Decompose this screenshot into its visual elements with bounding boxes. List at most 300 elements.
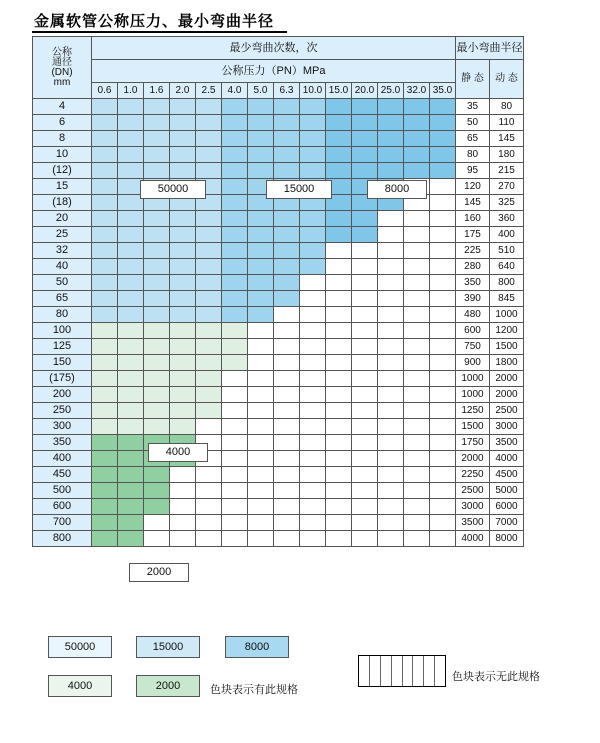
grid-cell <box>300 467 326 483</box>
grid-cell <box>352 323 378 339</box>
grid-cell <box>404 339 430 355</box>
grid-cell <box>326 291 352 307</box>
grid-cell <box>430 163 456 179</box>
grid-cell <box>300 419 326 435</box>
grid-cell <box>326 163 352 179</box>
grid-cell <box>430 195 456 211</box>
grid-cell <box>300 435 326 451</box>
dynamic-radius-value: 4000 <box>490 451 524 467</box>
grid-cell <box>222 435 248 451</box>
grid-cell <box>378 211 404 227</box>
grid-cell <box>144 323 170 339</box>
grid-cell <box>300 291 326 307</box>
pressure-header-13: 35.0 <box>430 83 456 99</box>
grid-cell <box>196 115 222 131</box>
dn-value: 15 <box>33 179 92 195</box>
dn-value: 250 <box>33 403 92 419</box>
grid-cell <box>144 531 170 547</box>
grid-cell <box>300 243 326 259</box>
grid-cell <box>352 339 378 355</box>
grid-cell <box>430 419 456 435</box>
grid-cell <box>248 499 274 515</box>
grid-cell <box>430 403 456 419</box>
table-row <box>33 451 524 467</box>
grid-cell <box>352 275 378 291</box>
grid-cell <box>404 371 430 387</box>
table-row <box>33 227 524 243</box>
grid-cell <box>326 307 352 323</box>
grid-cell <box>274 147 300 163</box>
grid-cell <box>326 419 352 435</box>
grid-cell <box>404 323 430 339</box>
overlay-50000: 50000 <box>140 180 206 199</box>
grid-cell <box>326 131 352 147</box>
grid-cell <box>326 147 352 163</box>
grid-cell <box>378 387 404 403</box>
grid-cell <box>118 435 144 451</box>
grid-cell <box>170 275 196 291</box>
grid-cell <box>248 323 274 339</box>
dynamic-radius-value: 8000 <box>490 531 524 547</box>
spec-table <box>32 36 524 547</box>
grid-cell <box>92 515 118 531</box>
grid-cell <box>300 211 326 227</box>
dynamic-radius-value: 1800 <box>490 355 524 371</box>
grid-cell <box>274 243 300 259</box>
dynamic-radius-value: 1000 <box>490 307 524 323</box>
grid-cell <box>378 275 404 291</box>
grid-cell <box>378 339 404 355</box>
dn-value: 400 <box>33 451 92 467</box>
grid-cell <box>274 419 300 435</box>
grid-cell <box>170 131 196 147</box>
static-radius-value: 160 <box>456 211 490 227</box>
dynamic-radius-value: 4500 <box>490 467 524 483</box>
grid-cell <box>170 499 196 515</box>
grid-cell <box>352 259 378 275</box>
static-radius-value: 1000 <box>456 387 490 403</box>
table-row <box>33 531 524 547</box>
grid-cell <box>326 531 352 547</box>
grid-cell <box>300 531 326 547</box>
table-row <box>33 419 524 435</box>
bend-count-header: 最少弯曲次数，次 <box>92 37 456 60</box>
static-radius-value: 50 <box>456 115 490 131</box>
table-row <box>33 307 524 323</box>
grid-cell <box>326 483 352 499</box>
grid-cell <box>274 467 300 483</box>
dynamic-radius-value: 2500 <box>490 403 524 419</box>
grid-cell <box>170 163 196 179</box>
grid-cell <box>300 451 326 467</box>
grid-cell <box>248 483 274 499</box>
grid-cell <box>274 307 300 323</box>
grid-cell <box>430 147 456 163</box>
grid-cell <box>222 419 248 435</box>
grid-cell <box>222 179 248 195</box>
grid-cell <box>222 499 248 515</box>
grid-cell <box>404 451 430 467</box>
grid-cell <box>170 483 196 499</box>
grid-cell <box>248 355 274 371</box>
grid-cell <box>92 483 118 499</box>
grid-cell <box>352 515 378 531</box>
grid-cell <box>196 275 222 291</box>
dn-header-line-1: 公称 <box>52 46 72 58</box>
dn-header-line-3: (DN) <box>51 66 73 78</box>
grid-cell <box>352 147 378 163</box>
grid-cell <box>404 275 430 291</box>
grid-cell <box>248 467 274 483</box>
grid-cell <box>92 531 118 547</box>
legend-chip-50000: 50000 <box>48 636 112 658</box>
grid-cell <box>274 163 300 179</box>
grid-cell <box>274 531 300 547</box>
grid-cell <box>144 499 170 515</box>
grid-cell <box>404 467 430 483</box>
static-radius-value: 80 <box>456 147 490 163</box>
table-header <box>33 37 524 99</box>
grid-cell <box>92 371 118 387</box>
static-radius-value: 750 <box>456 339 490 355</box>
dn-value: 20 <box>33 211 92 227</box>
grid-cell <box>326 387 352 403</box>
grid-cell <box>196 323 222 339</box>
grid-cell <box>118 467 144 483</box>
grid-cell <box>92 275 118 291</box>
grid-cell <box>92 307 118 323</box>
grid-cell <box>222 259 248 275</box>
grid-cell <box>144 115 170 131</box>
grid-cell <box>144 275 170 291</box>
static-radius-value: 225 <box>456 243 490 259</box>
dn-value: 700 <box>33 515 92 531</box>
grid-cell <box>118 355 144 371</box>
grid-cell <box>248 387 274 403</box>
table-row <box>33 323 524 339</box>
dn-value: 300 <box>33 419 92 435</box>
dynamic-radius-value: 2000 <box>490 387 524 403</box>
grid-cell <box>222 99 248 115</box>
static-radius-value: 900 <box>456 355 490 371</box>
pressure-header-8: 10.0 <box>300 83 326 99</box>
grid-cell <box>170 99 196 115</box>
grid-cell <box>378 355 404 371</box>
grid-cell <box>248 307 274 323</box>
grid-cell <box>92 147 118 163</box>
static-radius-value: 390 <box>456 291 490 307</box>
grid-cell <box>222 371 248 387</box>
grid-cell <box>326 115 352 131</box>
grid-cell <box>144 483 170 499</box>
grid-cell <box>222 211 248 227</box>
grid-cell <box>196 403 222 419</box>
grid-cell <box>170 355 196 371</box>
grid-cell <box>170 147 196 163</box>
grid-cell <box>170 291 196 307</box>
grid-cell <box>92 387 118 403</box>
grid-cell <box>404 131 430 147</box>
grid-cell <box>326 515 352 531</box>
static-radius-value: 175 <box>456 227 490 243</box>
header-row-1 <box>33 37 524 60</box>
table-row <box>33 259 524 275</box>
pressure-header-3: 2.0 <box>170 83 196 99</box>
table-row <box>33 355 524 371</box>
dn-header-line-2: 通径 <box>52 56 72 68</box>
grid-cell <box>404 499 430 515</box>
pressure-header-11: 25.0 <box>378 83 404 99</box>
grid-cell <box>404 227 430 243</box>
grid-cell <box>404 211 430 227</box>
grid-cell <box>92 227 118 243</box>
grid-cell <box>92 419 118 435</box>
bend-radius-header: 最小弯曲半径 <box>456 37 524 60</box>
grid-cell <box>222 131 248 147</box>
grid-cell <box>92 243 118 259</box>
grid-cell <box>404 163 430 179</box>
grid-cell <box>274 515 300 531</box>
grid-cell <box>248 243 274 259</box>
grid-cell <box>300 115 326 131</box>
grid-cell <box>248 259 274 275</box>
grid-cell <box>144 227 170 243</box>
grid-cell <box>274 451 300 467</box>
grid-cell <box>248 515 274 531</box>
grid-cell <box>170 419 196 435</box>
grid-cell <box>222 339 248 355</box>
dynamic-header: 动 态 <box>490 60 524 99</box>
grid-cell <box>248 99 274 115</box>
grid-cell <box>248 147 274 163</box>
grid-cell <box>378 467 404 483</box>
grid-cell <box>222 515 248 531</box>
grid-cell <box>378 323 404 339</box>
grid-cell <box>196 307 222 323</box>
grid-cell <box>378 531 404 547</box>
grid-cell <box>118 531 144 547</box>
grid-cell <box>170 339 196 355</box>
pressure-header: 公称压力（PN）MPa <box>92 60 456 83</box>
grid-cell <box>118 323 144 339</box>
grid-cell <box>404 483 430 499</box>
grid-cell <box>300 515 326 531</box>
static-radius-value: 2000 <box>456 451 490 467</box>
grid-cell <box>248 291 274 307</box>
pressure-header-9: 15.0 <box>326 83 352 99</box>
grid-cell <box>378 499 404 515</box>
table-row <box>33 131 524 147</box>
grid-cell <box>170 371 196 387</box>
grid-cell <box>300 147 326 163</box>
grid-cell <box>404 355 430 371</box>
grid-cell <box>144 419 170 435</box>
grid-cell <box>170 515 196 531</box>
grid-cell <box>248 275 274 291</box>
grid-cell <box>378 419 404 435</box>
static-radius-value: 2500 <box>456 483 490 499</box>
dn-value: (18) <box>33 195 92 211</box>
grid-cell <box>404 403 430 419</box>
grid-cell <box>118 499 144 515</box>
grid-cell <box>92 291 118 307</box>
grid-cell <box>248 371 274 387</box>
grid-cell <box>274 131 300 147</box>
dynamic-radius-value: 800 <box>490 275 524 291</box>
grid-cell <box>352 483 378 499</box>
grid-cell <box>170 403 196 419</box>
grid-cell <box>378 403 404 419</box>
grid-cell <box>430 467 456 483</box>
grid-cell <box>326 355 352 371</box>
grid-cell <box>222 467 248 483</box>
grid-cell <box>196 371 222 387</box>
grid-cell <box>118 211 144 227</box>
grid-cell <box>326 259 352 275</box>
grid-cell <box>378 243 404 259</box>
dn-value: 6 <box>33 115 92 131</box>
grid-cell <box>170 243 196 259</box>
static-radius-value: 350 <box>456 275 490 291</box>
grid-cell <box>430 483 456 499</box>
grid-cell <box>118 307 144 323</box>
grid-cell <box>352 499 378 515</box>
grid-cell <box>274 483 300 499</box>
dynamic-radius-value: 3500 <box>490 435 524 451</box>
grid-cell <box>144 211 170 227</box>
grid-cell <box>378 163 404 179</box>
grid-cell <box>144 291 170 307</box>
grid-cell <box>196 291 222 307</box>
grid-cell <box>118 259 144 275</box>
legend-chip-4000: 4000 <box>48 675 112 697</box>
grid-cell <box>326 499 352 515</box>
grid-cell <box>274 291 300 307</box>
grid-cell <box>144 387 170 403</box>
grid-cell <box>118 483 144 499</box>
grid-cell <box>118 291 144 307</box>
grid-cell <box>430 339 456 355</box>
grid-cell <box>300 483 326 499</box>
page-title: 金属软管公称压力、最小弯曲半径 <box>34 14 275 30</box>
grid-cell <box>352 115 378 131</box>
grid-cell <box>92 403 118 419</box>
grid-cell <box>248 339 274 355</box>
grid-cell <box>378 259 404 275</box>
grid-cell <box>326 323 352 339</box>
grid-cell <box>222 323 248 339</box>
grid-cell <box>326 435 352 451</box>
grid-cell <box>326 99 352 115</box>
pressure-header-12: 32.0 <box>404 83 430 99</box>
dn-value: 100 <box>33 323 92 339</box>
grid-cell <box>352 131 378 147</box>
grid-cell <box>430 291 456 307</box>
grid-cell <box>430 355 456 371</box>
grid-cell <box>430 307 456 323</box>
grid-cell <box>274 115 300 131</box>
legend-chip-15000: 15000 <box>136 636 200 658</box>
grid-cell <box>222 483 248 499</box>
grid-cell <box>248 435 274 451</box>
grid-cell <box>326 339 352 355</box>
dn-value: 150 <box>33 355 92 371</box>
grid-cell <box>300 499 326 515</box>
overlay-15000: 15000 <box>266 180 332 199</box>
grid-cell <box>92 131 118 147</box>
dynamic-radius-value: 360 <box>490 211 524 227</box>
legend-empty-grid <box>358 655 446 687</box>
grid-cell <box>430 323 456 339</box>
table-row <box>33 243 524 259</box>
grid-cell <box>92 355 118 371</box>
grid-cell <box>430 115 456 131</box>
grid-cell <box>196 211 222 227</box>
table-row <box>33 211 524 227</box>
grid-cell <box>222 163 248 179</box>
grid-cell <box>300 163 326 179</box>
grid-cell <box>352 163 378 179</box>
grid-cell <box>144 131 170 147</box>
grid-cell <box>144 243 170 259</box>
grid-cell <box>92 163 118 179</box>
grid-cell <box>144 371 170 387</box>
grid-cell <box>118 115 144 131</box>
dn-header-line-4: mm <box>53 76 71 88</box>
table-row <box>33 435 524 451</box>
grid-cell <box>430 387 456 403</box>
grid-cell <box>300 275 326 291</box>
static-radius-value: 1000 <box>456 371 490 387</box>
grid-cell <box>118 339 144 355</box>
grid-cell <box>92 211 118 227</box>
legend-chip-8000: 8000 <box>225 636 289 658</box>
grid-cell <box>144 355 170 371</box>
pressure-header-4: 2.5 <box>196 83 222 99</box>
grid-cell <box>300 403 326 419</box>
header-row-3 <box>33 83 524 99</box>
dynamic-radius-value: 7000 <box>490 515 524 531</box>
grid-cell <box>118 387 144 403</box>
grid-cell <box>378 131 404 147</box>
grid-cell <box>378 147 404 163</box>
table-row <box>33 387 524 403</box>
grid-cell <box>92 339 118 355</box>
static-radius-value: 4000 <box>456 531 490 547</box>
grid-cell <box>170 259 196 275</box>
grid-cell <box>196 131 222 147</box>
grid-cell <box>248 403 274 419</box>
grid-cell <box>222 275 248 291</box>
static-radius-value: 600 <box>456 323 490 339</box>
grid-cell <box>430 451 456 467</box>
grid-cell <box>326 211 352 227</box>
grid-cell <box>118 243 144 259</box>
grid-cell <box>274 211 300 227</box>
dn-value: 125 <box>33 339 92 355</box>
grid-cell <box>222 115 248 131</box>
grid-cell <box>430 179 456 195</box>
dn-header-cell <box>33 37 92 99</box>
grid-cell <box>248 131 274 147</box>
grid-cell <box>118 163 144 179</box>
grid-cell <box>378 99 404 115</box>
dn-value: 10 <box>33 147 92 163</box>
grid-cell <box>352 387 378 403</box>
grid-cell <box>300 259 326 275</box>
grid-cell <box>430 531 456 547</box>
table-row <box>33 371 524 387</box>
